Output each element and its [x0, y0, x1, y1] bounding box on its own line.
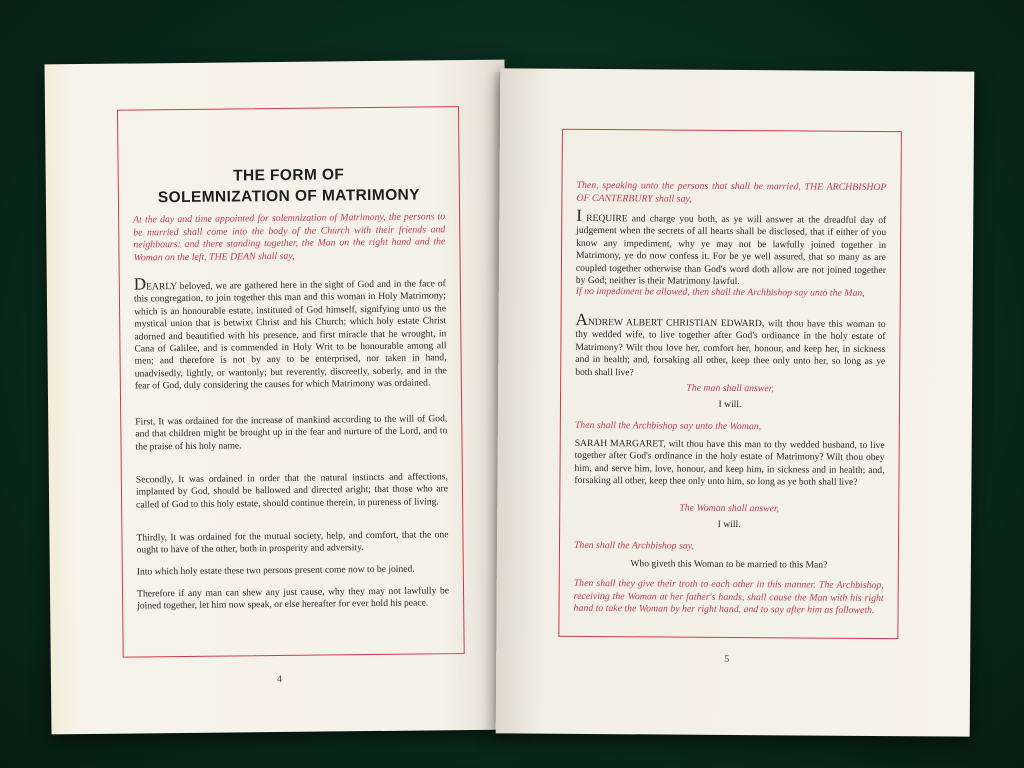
woman-answer: I will.	[717, 518, 741, 531]
rubric-man-answer: The man shall answer,	[686, 382, 774, 395]
third-cause-paragraph: Thirdly, It was ordained for the mutual society, help, and comfort, that the one ought to have of the other, both in prosperity and adversity.	[136, 529, 449, 556]
rubric-archbishop: THE ARCHBISHOP OF CANTERBURY	[576, 181, 887, 205]
title-line-2: SOLEMNIZATION OF MATRIMONY	[157, 186, 421, 207]
man-answer: I will.	[718, 398, 742, 411]
drop-cap-a: A	[575, 309, 588, 329]
intro-rubric-end: shall say,	[255, 250, 295, 263]
exhortation-paragraph	[134, 275, 447, 393]
charge-opening: REQUIRE	[581, 212, 628, 225]
intro-rubric-text: At the day and time appointed for solemnization of Matrimony, the persons to be married shall come into the body of the Church with their friends and neighbours: and there standing together, the Man on the right hand and the Woman on the left,	[133, 211, 446, 264]
rubric-archbishop-say	[576, 180, 886, 207]
question-to-man-text: wilt thou have this woman to thy wedded wife, to live together after God's ordinance in the holy estate of Matrimony? Wilt thou love her, comfort her, honour, and keep her, in sickness and in health; and, forsaking all other, keep thee only unto her, so long as ye both shall live?	[575, 318, 886, 378]
page-number-left: 4	[276, 673, 283, 686]
charge-text: and charge you both, as ye will answer at the dreadful day of judgement when the secrets of all hearts shall be disclosed, that if either of you know any impediment, why ye may not be lawfully joined together in Matrimony, ye do now confess it. For be ye well assured, that so many as are coupled together otherwise than God's word doth allow are not joined together by God; neither is their Matrimony lawful.	[575, 213, 887, 288]
rubric-no-impediment: If no impediment be allowed, then shall the Archbishop say unto the Man,	[575, 285, 865, 299]
question-to-woman	[574, 438, 884, 490]
title-line-1: THE FORM OF	[233, 166, 345, 185]
charge-paragraph	[575, 205, 887, 290]
left-page-border	[117, 106, 465, 658]
rubric-troth: Then shall they give their troth to each other in this manner. The Archbishop, receiving the Woman at her father's hands, shall cause the Man with his right hand to take the Woman by her right hand, and to say after him as followeth.	[573, 577, 884, 617]
giving-question: Who giveth this Woman to be married to this Man?	[630, 558, 828, 571]
rubric-woman-answer: The Woman shall answer,	[679, 502, 780, 515]
exhortation-text: beloved, we are gathered here in the sight of God and in the face of this congregation, to join together this man and this woman in Holy Matrimony; which is an honourable estate, instituted of God himself, signifying unto us the mystical union that is betwixt Christ and his Church; which holy estate Christ adorned and beautified with his presence, and first miracle that he wrought, in Cana of Galilee, and is commended in Holy Writ to be honourable among all men; and therefore is not by any to be enterprised, nor taken in hand, unadvisedly, lightly, or wantonly; but reverently, discreetly, soberly, and in the fear of God, duly considering the causes for which Matrimony was ordained.	[133, 278, 447, 392]
page-number-right: 5	[724, 653, 730, 665]
rubric-end: shall say,	[652, 193, 692, 205]
groom-name: NDREW ALBERT CHRISTIAN EDWARD,	[587, 316, 765, 330]
joining-paragraph: Into which holy estate these two persons present come now to be joined.	[136, 563, 415, 578]
impediment-call-paragraph: Therefore if any man can shew any just cause, why they may not lawfully be joined together, let him now speak, or else hereafter for ever hold his peace.	[136, 585, 450, 612]
right-page-border	[558, 129, 902, 639]
exhortation-opening: EARLY	[146, 281, 177, 293]
bride-name: SARAH MARGARET,	[574, 437, 666, 450]
first-cause-paragraph: First, It was ordained for the increase of mankind according to the will of God, and that children might be brought up in the fear and nurture of the Lord, and to the praise of his holy name.	[135, 413, 448, 453]
left-page	[45, 60, 512, 735]
question-to-man	[575, 309, 886, 381]
page-title	[133, 163, 445, 208]
intro-rubric	[133, 211, 446, 265]
intro-rubric-dean: THE DEAN	[209, 251, 256, 263]
question-to-woman-text: wilt thou have this man to thy wedded husband, to live together after God's ordinance in the holy estate of Matrimony? Wilt thou obey him, and serve him, love, honour, and keep him, in sickness and in health; and, forsaking all other, keep thee only unto him, so long as ye both shall live?	[574, 438, 885, 489]
rubric-archbishop-ask: Then shall the Archbishop say,	[573, 539, 695, 552]
rubric-unto-woman: Then shall the Archbishop say unto the Woman,	[574, 419, 762, 433]
drop-cap-i: I	[576, 205, 583, 225]
second-cause-paragraph: Secondly, It was ordained in order that the natural instincts and affections, implanted by God, should be hallowed and directed aright; that those who are called of God to this holy estate, should continue therein, in pureness of living.	[135, 471, 449, 511]
rubric-text: Then, speaking unto the persons that shall be married,	[576, 179, 805, 193]
drop-cap: D	[133, 274, 147, 294]
right-page	[496, 68, 975, 736]
